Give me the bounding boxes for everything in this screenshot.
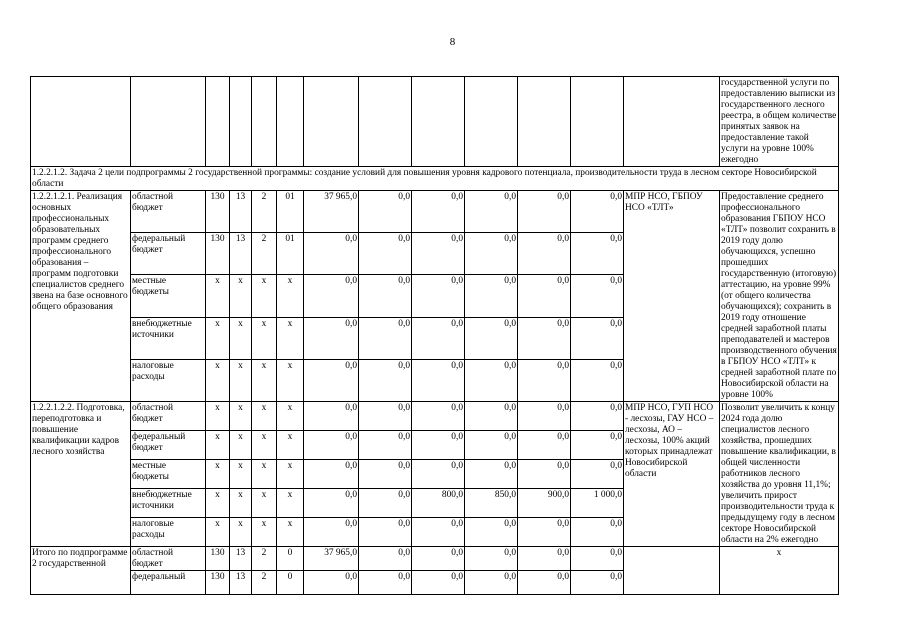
budget-code-zp: x bbox=[277, 402, 304, 431]
budget-code-rz: x bbox=[230, 518, 252, 547]
page-number: 8 bbox=[449, 36, 456, 48]
amount-v3: 0,0 bbox=[412, 547, 465, 571]
amount-v4: 0,0 bbox=[465, 460, 518, 489]
amount-v1: 0,0 bbox=[304, 489, 359, 518]
amount-v4: 0,0 bbox=[465, 191, 518, 233]
amount-v5: 0,0 bbox=[518, 431, 571, 460]
amount-v5: 0,0 bbox=[518, 317, 571, 359]
amount-v6: 0,0 bbox=[571, 275, 624, 317]
funding-source: областной бюджет bbox=[131, 191, 206, 233]
budget-code-rz: 13 bbox=[230, 547, 252, 571]
empty-cell bbox=[624, 77, 720, 167]
continuation-row bbox=[31, 77, 839, 167]
amount-v1: 0,0 bbox=[304, 233, 359, 275]
amount-v2: 0,0 bbox=[359, 191, 412, 233]
budget-code-grbs: x bbox=[206, 460, 230, 489]
amount-v5: 0,0 bbox=[518, 460, 571, 489]
result-cell: Позволит увеличить к концу 2024 года долю специалистов лесного хозяйства, прошедших повышение квалификации, в общей численности работников лесного хозяйства до уровня 11,1%; увеличить прирост производительности труда к предыдущему году в лесном секторе Новосибирской области на 2% ежегодно bbox=[720, 402, 839, 547]
amount-v2: 0,0 bbox=[359, 518, 412, 547]
budget-code-grbs: x bbox=[206, 489, 230, 518]
amount-v6: 0,0 bbox=[571, 460, 624, 489]
budget-code-pr: 2 bbox=[252, 547, 277, 571]
budget-code-grbs: 130 bbox=[206, 191, 230, 233]
budget-code-grbs: 130 bbox=[206, 547, 230, 571]
budget-code-pr: x bbox=[252, 460, 277, 489]
result-cell: x bbox=[720, 547, 839, 595]
budget-code-pr: x bbox=[252, 489, 277, 518]
budget-code-grbs: x bbox=[206, 518, 230, 547]
amount-v4: 0,0 bbox=[465, 359, 518, 401]
budget-code-grbs: x bbox=[206, 402, 230, 431]
amount-v6: 0,0 bbox=[571, 317, 624, 359]
amount-v1: 37 965,0 bbox=[304, 191, 359, 233]
amount-v2: 0,0 bbox=[359, 402, 412, 431]
amount-v3: 0,0 bbox=[412, 460, 465, 489]
amount-v6: 0,0 bbox=[571, 547, 624, 571]
budget-code-pr: x bbox=[252, 317, 277, 359]
result-cell: государственной услуги по предоставлению выписки из государственного лесного реестра, в общем количестве принятых заявок на предоставление такой услуги на уровне 100% ежегодно bbox=[720, 77, 839, 167]
budget-code-pr: x bbox=[252, 359, 277, 401]
budget-code-pr: 2 bbox=[252, 571, 277, 595]
empty-cell bbox=[206, 77, 230, 167]
table-row bbox=[31, 547, 839, 571]
budget-code-zp: x bbox=[277, 460, 304, 489]
table-row bbox=[31, 402, 839, 431]
amount-v5: 900,0 bbox=[518, 489, 571, 518]
empty-cell bbox=[359, 77, 412, 167]
amount-v3: 0,0 bbox=[412, 233, 465, 275]
amount-v3: 0,0 bbox=[412, 571, 465, 595]
budget-code-pr: 2 bbox=[252, 191, 277, 233]
amount-v6: 0,0 bbox=[571, 402, 624, 431]
funding-source: местные бюджеты bbox=[131, 460, 206, 489]
amount-v4: 0,0 bbox=[465, 431, 518, 460]
amount-v1: 37 965,0 bbox=[304, 547, 359, 571]
executor-cell bbox=[624, 547, 720, 595]
amount-v3: 0,0 bbox=[412, 402, 465, 431]
funding-source: федеральный bbox=[131, 571, 206, 595]
budget-code-pr: x bbox=[252, 518, 277, 547]
funding-source: налоговые расходы bbox=[131, 359, 206, 401]
total-name: Итого по подпрограмме 2 государственной bbox=[31, 547, 131, 595]
activity-name: 1.2.2.1.2.2. Подготовка, переподготовка и повышение квалификации кадров лесного хозяйства bbox=[31, 402, 131, 547]
amount-v3: 0,0 bbox=[412, 518, 465, 547]
budget-code-rz: x bbox=[230, 317, 252, 359]
amount-v4: 850,0 bbox=[465, 489, 518, 518]
budget-code-grbs: x bbox=[206, 275, 230, 317]
amount-v1: 0,0 bbox=[304, 518, 359, 547]
budget-code-zp: x bbox=[277, 317, 304, 359]
amount-v2: 0,0 bbox=[359, 571, 412, 595]
budget-code-grbs: 130 bbox=[206, 233, 230, 275]
funding-source: налоговые расходы bbox=[131, 518, 206, 547]
amount-v2: 0,0 bbox=[359, 233, 412, 275]
budget-code-zp: x bbox=[277, 518, 304, 547]
empty-cell bbox=[230, 77, 252, 167]
budget-code-rz: x bbox=[230, 275, 252, 317]
amount-v5: 0,0 bbox=[518, 547, 571, 571]
empty-cell bbox=[518, 77, 571, 167]
funding-source: федеральный бюджет bbox=[131, 233, 206, 275]
budget-code-zp: x bbox=[277, 431, 304, 460]
budget-code-zp: x bbox=[277, 489, 304, 518]
amount-v3: 0,0 bbox=[412, 275, 465, 317]
empty-cell bbox=[31, 77, 131, 167]
budget-code-rz: x bbox=[230, 431, 252, 460]
budget-code-grbs: x bbox=[206, 359, 230, 401]
budget-code-rz: x bbox=[230, 359, 252, 401]
program-measures-table bbox=[30, 76, 839, 595]
budget-code-rz: 13 bbox=[230, 191, 252, 233]
budget-code-grbs: 130 bbox=[206, 571, 230, 595]
amount-v3: 0,0 bbox=[412, 359, 465, 401]
budget-code-zp: 01 bbox=[277, 191, 304, 233]
empty-cell bbox=[252, 77, 277, 167]
empty-cell bbox=[465, 77, 518, 167]
amount-v2: 0,0 bbox=[359, 431, 412, 460]
amount-v6: 0,0 bbox=[571, 359, 624, 401]
budget-code-rz: 13 bbox=[230, 571, 252, 595]
amount-v6: 0,0 bbox=[571, 431, 624, 460]
budget-code-zp: x bbox=[277, 359, 304, 401]
amount-v1: 0,0 bbox=[304, 431, 359, 460]
budget-code-zp: 01 bbox=[277, 233, 304, 275]
task-header-row bbox=[31, 167, 839, 191]
amount-v2: 0,0 bbox=[359, 275, 412, 317]
amount-v3: 0,0 bbox=[412, 317, 465, 359]
result-cell: Предоставление среднего профессионального образования ГБПОУ НСО «ТЛТ» позволит сохранить в 2019 году долю обучающихся, успешно прошедших государственную (итоговую) аттестацию, на уровне 99% (от общего количества обучающихся); сохранить в 2019 году отношение средней заработной платы преподавателей и мастеров производственного обучения в ГБПОУ НСО «ТЛТ» к средней заработной плате по Новосибирской области на уровне 100% bbox=[721, 192, 837, 400]
amount-v6: 0,0 bbox=[571, 233, 624, 275]
amount-v1: 0,0 bbox=[304, 317, 359, 359]
funding-source: областной бюджет bbox=[131, 402, 206, 431]
budget-code-rz: x bbox=[230, 460, 252, 489]
funding-source: внебюджетные источники bbox=[131, 317, 206, 359]
budget-code-grbs: x bbox=[206, 431, 230, 460]
budget-code-rz: 13 bbox=[230, 233, 252, 275]
amount-v6: 0,0 bbox=[571, 571, 624, 595]
amount-v5: 0,0 bbox=[518, 359, 571, 401]
task-header: 1.2.2.1.2. Задача 2 цели подпрограммы 2 государственной программы: создание условий для повышения уровня кадрового потенциала, производительности труда в лесном секторе Новосибирской области bbox=[31, 167, 839, 191]
amount-v4: 0,0 bbox=[465, 518, 518, 547]
budget-code-rz: x bbox=[230, 489, 252, 518]
empty-cell bbox=[412, 77, 465, 167]
amount-v1: 0,0 bbox=[304, 359, 359, 401]
funding-source: внебюджетные источники bbox=[131, 489, 206, 518]
budget-code-pr: 2 bbox=[252, 233, 277, 275]
amount-v2: 0,0 bbox=[359, 547, 412, 571]
amount-v3: 800,0 bbox=[412, 489, 465, 518]
activity-name: 1.2.2.1.2.1. Реализация основных профессиональных образовательных программ среднего профессионального образования – программ подготовки специалистов среднего звена на базе основного общего образования bbox=[31, 191, 131, 402]
amount-v6: 0,0 bbox=[571, 191, 624, 233]
funding-source: федеральный бюджет bbox=[131, 431, 206, 460]
amount-v6: 0,0 bbox=[571, 518, 624, 547]
amount-v5: 0,0 bbox=[518, 191, 571, 233]
funding-source: местные бюджеты bbox=[131, 275, 206, 317]
amount-v5: 0,0 bbox=[518, 275, 571, 317]
amount-v4: 0,0 bbox=[465, 571, 518, 595]
amount-v5: 0,0 bbox=[518, 571, 571, 595]
budget-code-zp: 0 bbox=[277, 547, 304, 571]
amount-v2: 0,0 bbox=[359, 489, 412, 518]
empty-cell bbox=[277, 77, 304, 167]
empty-cell bbox=[571, 77, 624, 167]
amount-v2: 0,0 bbox=[359, 359, 412, 401]
budget-code-pr: x bbox=[252, 431, 277, 460]
empty-cell bbox=[131, 77, 206, 167]
budget-code-pr: x bbox=[252, 402, 277, 431]
amount-v1: 0,0 bbox=[304, 460, 359, 489]
budget-code-rz: x bbox=[230, 402, 252, 431]
amount-v2: 0,0 bbox=[359, 460, 412, 489]
table-row bbox=[31, 191, 839, 233]
amount-v4: 0,0 bbox=[465, 402, 518, 431]
amount-v1: 0,0 bbox=[304, 275, 359, 317]
amount-v3: 0,0 bbox=[412, 191, 465, 233]
amount-v1: 0,0 bbox=[304, 402, 359, 431]
funding-source: областной бюджет bbox=[131, 547, 206, 571]
budget-code-zp: 0 bbox=[277, 571, 304, 595]
budget-code-grbs: x bbox=[206, 317, 230, 359]
amount-v4: 0,0 bbox=[465, 233, 518, 275]
amount-v5: 0,0 bbox=[518, 518, 571, 547]
amount-v5: 0,0 bbox=[518, 233, 571, 275]
amount-v4: 0,0 bbox=[465, 547, 518, 571]
amount-v5: 0,0 bbox=[518, 402, 571, 431]
budget-code-pr: x bbox=[252, 275, 277, 317]
executor-cell: МПР НСО, ГУП НСО - лесхозы, ГАУ НСО – лесхозы, АО – лесхозы, 100% акций которых принадлежат Новосибирской области bbox=[624, 402, 720, 547]
amount-v4: 0,0 bbox=[465, 275, 518, 317]
amount-v2: 0,0 bbox=[359, 317, 412, 359]
amount-v1: 0,0 bbox=[304, 571, 359, 595]
amount-v3: 0,0 bbox=[412, 431, 465, 460]
amount-v4: 0,0 bbox=[465, 317, 518, 359]
empty-cell bbox=[304, 77, 359, 167]
budget-code-zp: x bbox=[277, 275, 304, 317]
amount-v6: 1 000,0 bbox=[571, 489, 624, 518]
executor-cell: МПР НСО, ГБПОУ НСО «ТЛТ» bbox=[624, 191, 720, 402]
